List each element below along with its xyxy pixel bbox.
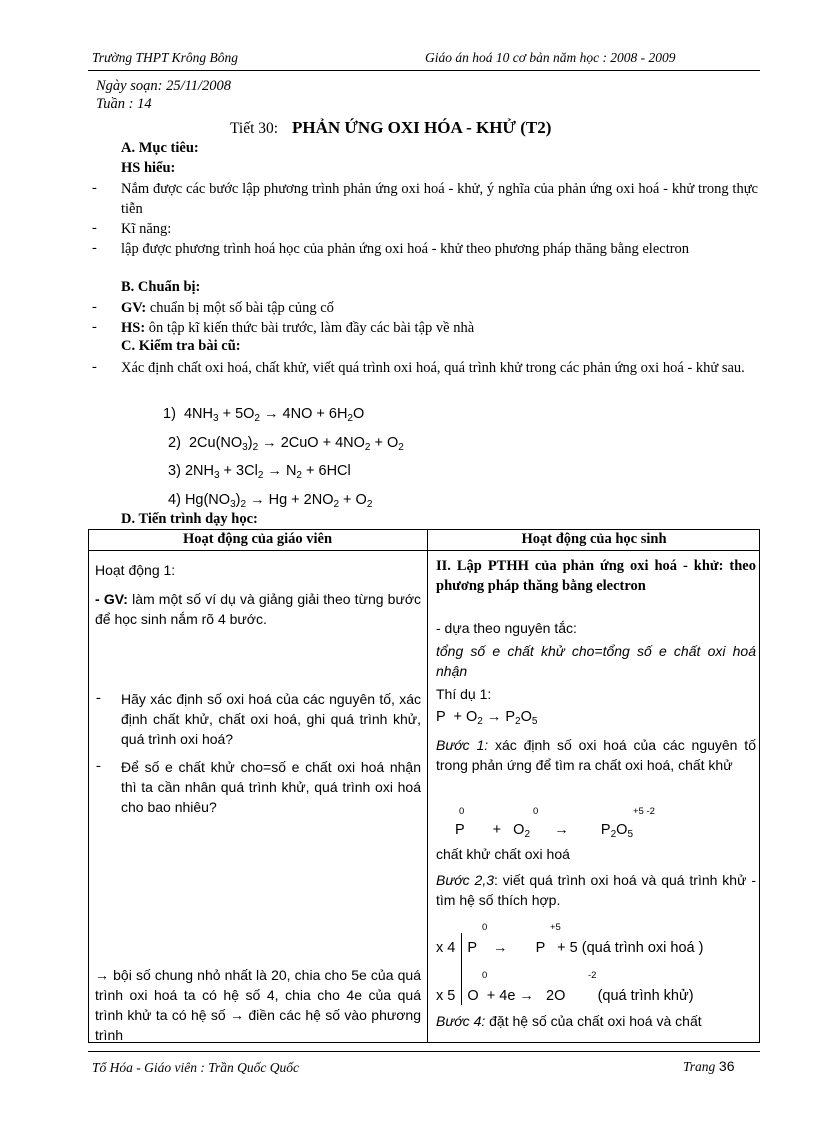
- example-equation: $P + O_2 \to P_2O_5$: [436, 709, 538, 727]
- prep-gv: [121, 298, 758, 318]
- footer-rule: [88, 1051, 760, 1052]
- bullet-dash: -: [92, 359, 97, 375]
- ox-number-O2: 0: [533, 806, 539, 817]
- arrow-right-icon: →: [492, 940, 508, 956]
- col-head-student: Hoạt động của học sinh: [521, 531, 667, 547]
- page-label: Trang: [683, 1059, 716, 1074]
- bullet-dash: -: [92, 240, 97, 256]
- page-title: [230, 118, 551, 138]
- period-label: Tiết 30:: [230, 120, 279, 137]
- oxidation-equation: P + $O_2$ → $P_2O_5$: [455, 822, 633, 840]
- page-number: [683, 1058, 734, 1076]
- equation-2: 2) $2Cu(NO_3)_2 \to 2CuO + 4NO_2 + O_2$: [168, 435, 404, 453]
- teacher-answer-text-2: điền các hệ số vào phương trình: [95, 1007, 421, 1043]
- student-section-heading: II. Lập PTHH của phản ứng oxi hoá - khử: theo phương pháp thăng bằng electron: [436, 558, 756, 594]
- teacher-question-2: Để số e chất khử cho=số e chất oxi hoá nhận thì ta cần nhân quá trình khử, quá trình oxi hoá cho bao nhiêu?: [121, 759, 421, 815]
- bullet-dash: -: [96, 758, 101, 774]
- header-rule: [88, 70, 760, 71]
- date-line: Ngày soạn: 25/11/2008: [96, 78, 232, 94]
- bullet-dash: -: [92, 299, 97, 315]
- ox-proc1-a: 0: [482, 922, 488, 933]
- example-label: Thí dụ 1:: [436, 686, 492, 702]
- bullet-dash: -: [92, 220, 97, 236]
- bullet-dash: -: [92, 319, 97, 335]
- arrow-right-icon: →: [230, 1007, 245, 1023]
- arrow-right-icon: →: [95, 967, 109, 983]
- section-b-heading: B. Chuẩn bị:: [121, 279, 201, 295]
- section-c-heading: C. Kiểm tra bài cũ:: [121, 338, 241, 354]
- ox-number-P2O5: +5 -2: [633, 806, 655, 817]
- step-4-label: Bước 4:: [436, 1013, 486, 1029]
- teacher-answer: [95, 965, 421, 1045]
- objective-1: Nắm được các bước lập phương trình phản ứng oxi hoá - khử, ý nghĩa của phản ứng oxi hoá - khử trong thực tiễn: [121, 181, 758, 217]
- step-2-3-text: : viết quá trình oxi hoá và quá trình khử - tìm hệ số thích hợp.: [436, 872, 756, 908]
- reduction-process: x 5 O + 4e → 2O (quá trình khử): [436, 988, 694, 1004]
- arrow-right-icon: →: [519, 988, 534, 1004]
- bullet-dash: -: [92, 180, 97, 196]
- page-num: 36: [718, 1058, 735, 1074]
- prep-hs: [121, 318, 758, 338]
- ox-proc2-b: -2: [588, 970, 597, 981]
- teacher-gv-note: [95, 589, 421, 629]
- step-1: [436, 735, 756, 775]
- prep-hs-text: ôn tập kĩ kiến thức bài trước, làm đầy các bài tập về nhà: [145, 320, 475, 336]
- arrow-right-icon: →: [262, 435, 277, 451]
- prep-gv-label: GV:: [121, 300, 147, 316]
- prep-hs-label: HS:: [121, 320, 146, 336]
- review-task: Xác định chất oxi hoá, chất khử, viết quá trình oxi hoá, quá trình khử trong các phản ứng oxi hoá - khử sau.: [121, 360, 745, 376]
- table-header-rule: [88, 550, 760, 551]
- rule-intro: - dựa theo nguyên tắc:: [436, 620, 577, 636]
- equation-4: 4) $Hg(NO_3)_2 \to Hg + 2NO_2 + O_2$: [168, 492, 373, 510]
- equation-3: 3) $2NH_3 + 3Cl_2 \to N_2 + 6HCl$: [168, 463, 351, 481]
- section-a-sub: HS hiểu:: [121, 160, 176, 176]
- footer-author: Tổ Hóa - Giáo viên : Trần Quốc Quốc: [92, 1060, 299, 1075]
- teacher-gv-text: làm một số ví dụ và giảng giải theo từng bước để học sinh nắm rõ 4 bước.: [95, 591, 422, 627]
- step-4: [436, 1011, 756, 1031]
- rule-text: tổng số e chất khử cho=tổng số e chất oxi hoá nhận: [436, 643, 756, 679]
- arrow-right-icon: →: [486, 709, 502, 725]
- objective-2: Kĩ năng:: [121, 221, 172, 237]
- table-column-divider: [427, 529, 428, 1043]
- header-school: Trường THPT Krông Bông: [92, 50, 238, 65]
- bullet-dash: -: [96, 690, 101, 706]
- lesson-title: PHẢN ỨNG OXI HÓA - KHỬ (T2): [291, 118, 552, 137]
- equation-1: 1) $4NH_3 + 5O_2 \to 4NO + 6H_2O$: [163, 406, 365, 424]
- section-a-heading: A. Mục tiêu:: [121, 140, 199, 156]
- arrow-right-icon: →: [250, 492, 265, 508]
- prep-gv-text: chuẩn bị một số bài tập củng cố: [146, 300, 334, 316]
- ox-proc2-a: 0: [482, 970, 488, 981]
- activity-label: Hoạt động 1:: [95, 562, 176, 578]
- arrow-right-icon: →: [554, 822, 569, 838]
- step-1-text: xác định số oxi hoá của các nguyên tố trong phản ứng để tìm ra chất oxi hoá, chất khử: [436, 737, 756, 773]
- step-1-label: Bước 1:: [436, 737, 489, 753]
- roles-label: chất khử chất oxi hoá: [436, 846, 570, 862]
- step-4-text: đặt hệ số của chất oxi hoá và chất: [485, 1013, 702, 1029]
- header-course: Giáo án hoá 10 cơ bản năm học : 2008 - 2009: [425, 50, 676, 65]
- arrow-right-icon: →: [264, 406, 279, 422]
- ox-proc1-b: +5: [550, 922, 561, 933]
- oxidation-process: x 4 P → P + 5 (quá trình oxi hoá ): [436, 940, 704, 956]
- teacher-answer-text: bội số chung nhỏ nhất là 20, chia cho 5e của quá trình oxi hoá ta có hệ số 4, chia cho 4e của quá trình khử ta có hệ số: [95, 967, 421, 1023]
- section-d-heading: D. Tiến trình dạy học:: [121, 511, 258, 527]
- step-2-3-label: Bước 2,3: [436, 872, 495, 888]
- week-line: Tuần : 14: [96, 96, 152, 112]
- ox-number-P: 0: [459, 806, 465, 817]
- col-head-teacher: Hoạt động của giáo viên: [182, 531, 333, 547]
- objective-3: lập được phương trình hoá học của phản ứng oxi hoá - khử theo phương pháp thăng bằng electron: [121, 241, 690, 257]
- step-2-3: [436, 870, 756, 910]
- teacher-gv-label: - GV:: [95, 591, 128, 607]
- teacher-question-1: Hãy xác định số oxi hoá của các nguyên tố, xác định chất khử, chất oxi hoá, ghi quá trình khử, quá trình oxi hoá?: [121, 691, 421, 747]
- arrow-right-icon: →: [267, 463, 282, 479]
